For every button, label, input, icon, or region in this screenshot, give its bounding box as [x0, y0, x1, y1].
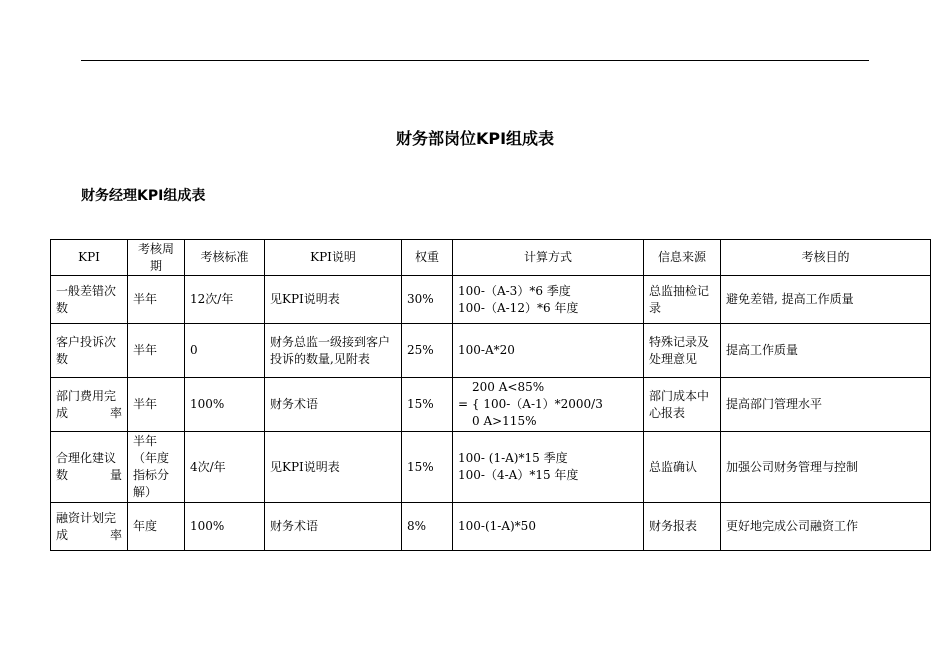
header-rule [81, 60, 869, 61]
cell-weight: 25% [402, 324, 453, 378]
calc-line: 100-（A-12）*6 年度 [458, 300, 579, 315]
calc-line: 100-（4-A）*15 年度 [458, 468, 579, 482]
cell-kpi: 合理化建议数量 [51, 432, 128, 503]
cell-source: 特殊记录及处理意见 [644, 324, 721, 378]
cell-weight: 8% [402, 503, 453, 551]
cell-purpose: 避免差错, 提高工作质量 [721, 276, 931, 324]
cell-purpose: 提高工作质量 [721, 324, 931, 378]
cell-standard: 100% [185, 378, 265, 432]
table-row [51, 276, 931, 324]
cell-kpi: 部门费用完成率 [51, 378, 128, 432]
cell-weight: 30% [402, 276, 453, 324]
table-row [51, 503, 931, 551]
header-row [51, 240, 931, 276]
page-title: 财务部岗位KPI组成表 [395, 129, 555, 148]
table-row [51, 378, 931, 432]
table-row [51, 324, 931, 378]
cell-period: 半年 [128, 378, 185, 432]
cell-standard: 12次/年 [185, 276, 265, 324]
cell-source: 财务报表 [644, 503, 721, 551]
cell-kpi: 融资计划完成率 [51, 503, 128, 551]
header-source: 信息来源 [644, 240, 721, 276]
cell-purpose: 更好地完成公司融资工作 [721, 503, 931, 551]
cell-period: 半年 [128, 276, 185, 324]
table-row [51, 432, 931, 503]
cell-calc [453, 432, 644, 503]
cell-calc [453, 503, 644, 551]
cell-description: 财务总监一级接到客户投诉的数量,见附表 [265, 324, 402, 378]
header-kpi: KPI [51, 240, 128, 276]
cell-purpose: 提高部门管理水平 [721, 378, 931, 432]
cell-standard: 4次/年 [185, 432, 265, 503]
calc-line: 100-（A-3）*6 季度 [458, 283, 571, 298]
kpi-table [50, 239, 931, 551]
cell-calc [453, 378, 644, 432]
header-description: KPI说明 [265, 240, 402, 276]
calc-line: 200 A<85% [472, 380, 545, 394]
cell-description: 财务术语 [265, 503, 402, 551]
cell-description: 见KPI说明表 [265, 432, 402, 503]
cell-source: 部门成本中心报表 [644, 378, 721, 432]
cell-kpi: 客户投诉次数 [51, 324, 128, 378]
cell-weight: 15% [402, 378, 453, 432]
header-calc: 计算方式 [453, 240, 644, 276]
cell-source: 总监抽检记录 [644, 276, 721, 324]
cell-period: 半年（年度指标分解） [128, 432, 185, 503]
calc-line: 100-A*20 [458, 343, 515, 357]
calc-line: 0 A>115% [472, 414, 537, 428]
cell-standard: 100% [185, 503, 265, 551]
cell-calc [453, 324, 644, 378]
cell-source: 总监确认 [644, 432, 721, 503]
cell-standard: 0 [185, 324, 265, 378]
cell-weight: 15% [402, 432, 453, 503]
cell-kpi: 一般差错次数 [51, 276, 128, 324]
cell-description: 财务术语 [265, 378, 402, 432]
header-purpose: 考核目的 [721, 240, 931, 276]
header-period: 考核周期 [128, 240, 185, 276]
header-standard: 考核标准 [185, 240, 265, 276]
cell-calc [453, 276, 644, 324]
calc-line: = { 100-（A-1）*2000/3 [458, 397, 603, 411]
header-weight: 权重 [402, 240, 453, 276]
cell-purpose: 加强公司财务管理与控制 [721, 432, 931, 503]
cell-description: 见KPI说明表 [265, 276, 402, 324]
cell-period: 年度 [128, 503, 185, 551]
calc-line: 100- (1-A)*15 季度 [458, 451, 568, 465]
cell-period: 半年 [128, 324, 185, 378]
section-title: 财务经理KPI组成表 [81, 188, 206, 204]
calc-line: 100-(1-A)*50 [458, 519, 536, 533]
